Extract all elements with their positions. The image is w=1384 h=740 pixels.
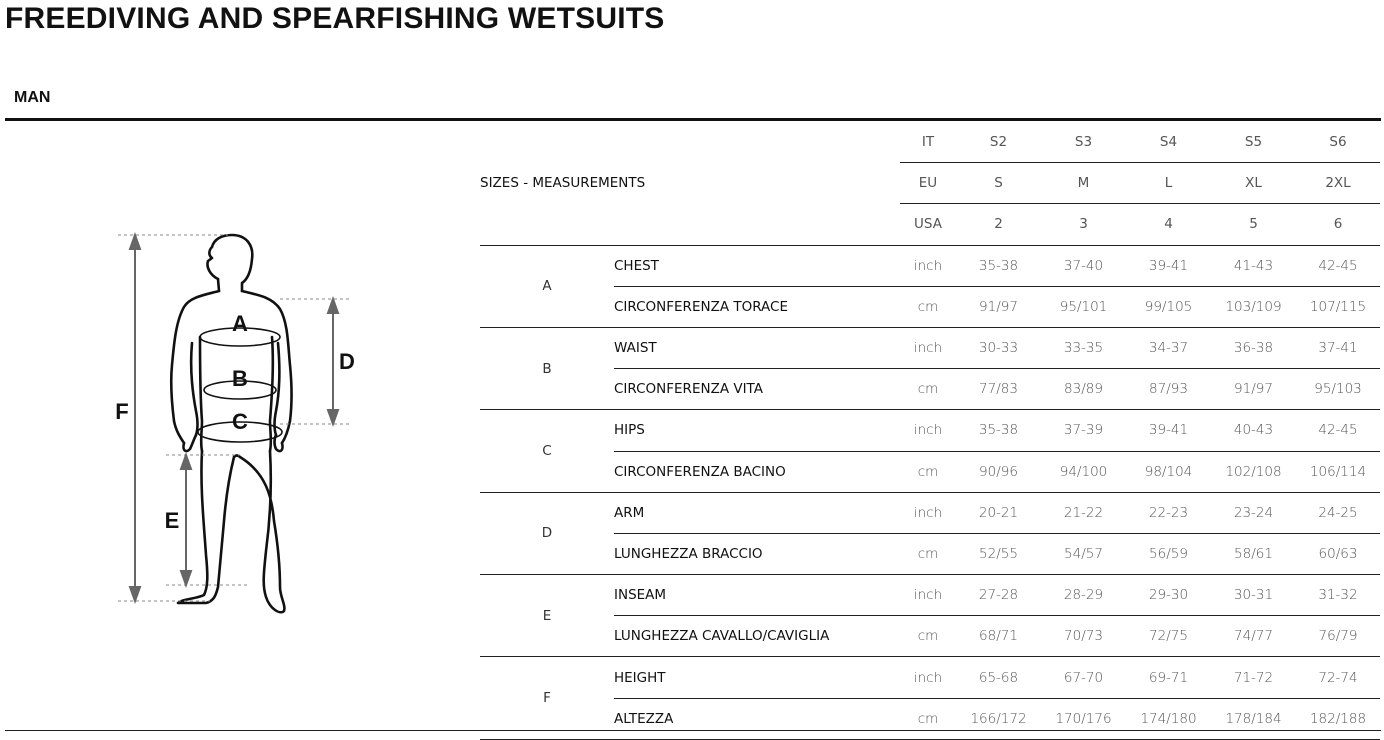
measurement-row — [480, 369, 1380, 410]
measurement-value: 178/184 — [1211, 698, 1296, 739]
measurement-label: LUNGHEZZA CAVALLO/CAVIGLIA — [614, 616, 900, 657]
measurement-letter: B — [480, 327, 614, 409]
figure-label-c: C — [232, 409, 248, 434]
size-header-cell: 2XL — [1296, 163, 1380, 204]
measurement-unit: inch — [900, 410, 956, 451]
figure-label-a: A — [232, 311, 248, 336]
measurement-unit: cm — [900, 369, 956, 410]
measurement-value: 90/96 — [956, 451, 1041, 492]
measurement-label: HIPS — [614, 410, 900, 451]
measurement-letter: F — [480, 657, 614, 739]
measurement-value: 23-24 — [1211, 492, 1296, 533]
size-header-cell: L — [1126, 163, 1211, 204]
measurement-value: 70/73 — [1041, 616, 1126, 657]
measurement-value: 28-29 — [1041, 575, 1126, 616]
measurement-value: 29-30 — [1126, 575, 1211, 616]
measurement-label: HEIGHT — [614, 657, 900, 698]
measurement-value: 56/59 — [1126, 533, 1211, 574]
size-header-cell: M — [1041, 163, 1126, 204]
measurement-value: 87/93 — [1126, 369, 1211, 410]
measurement-value: 94/100 — [1041, 451, 1126, 492]
measurement-value: 39-41 — [1126, 410, 1211, 451]
measurement-row — [480, 327, 1380, 368]
figure-label-e: E — [164, 508, 180, 533]
measurement-label: ALTEZZA — [614, 698, 900, 739]
measurement-unit: inch — [900, 327, 956, 368]
size-header-cell: S3 — [1041, 122, 1126, 163]
measurement-label: CIRCONFERENZA VITA — [614, 369, 900, 410]
measurement-row — [480, 657, 1380, 698]
measurement-value: 95/101 — [1041, 286, 1126, 327]
measurement-value: 37-40 — [1041, 245, 1126, 286]
measurement-value: 54/57 — [1041, 533, 1126, 574]
measurement-row — [480, 575, 1380, 616]
measurement-value: 34-37 — [1126, 327, 1211, 368]
size-header-cell: 6 — [1296, 204, 1380, 245]
measurement-label: LUNGHEZZA BRACCIO — [614, 533, 900, 574]
measurement-unit: cm — [900, 286, 956, 327]
measurement-row — [480, 533, 1380, 574]
measurement-value: 42-45 — [1296, 410, 1380, 451]
measurement-value: 24-25 — [1296, 492, 1380, 533]
measurement-label: WAIST — [614, 327, 900, 368]
measurement-value: 91/97 — [956, 286, 1041, 327]
size-header-cell: 5 — [1211, 204, 1296, 245]
measurement-row — [480, 616, 1380, 657]
measurement-label: CHEST — [614, 245, 900, 286]
measurement-value: 41-43 — [1211, 245, 1296, 286]
measurement-value: 42-45 — [1296, 245, 1380, 286]
measurement-row — [480, 492, 1380, 533]
measurement-row — [480, 286, 1380, 327]
measurement-unit: cm — [900, 533, 956, 574]
measurement-value: 77/83 — [956, 369, 1041, 410]
measurement-row — [480, 245, 1380, 286]
measurement-value: 166/172 — [956, 698, 1041, 739]
measurement-unit: cm — [900, 698, 956, 739]
measurement-value: 69-71 — [1126, 657, 1211, 698]
measurement-value: 91/97 — [1211, 369, 1296, 410]
measurement-value: 76/79 — [1296, 616, 1380, 657]
size-header-cell: S4 — [1126, 122, 1211, 163]
section-divider — [5, 118, 1381, 121]
measurement-value: 60/63 — [1296, 533, 1380, 574]
sizes-measurements-header: SIZES - MEASUREMENTS — [480, 122, 900, 245]
figure-label-b: B — [232, 366, 248, 391]
measurement-value: 21-22 — [1041, 492, 1126, 533]
figure-label-f: F — [115, 399, 129, 424]
measurement-value: 33-35 — [1041, 327, 1126, 368]
measurement-value: 31-32 — [1296, 575, 1380, 616]
size-header-cell: S — [956, 163, 1041, 204]
size-header-cell: 4 — [1126, 204, 1211, 245]
size-header-cell: 2 — [956, 204, 1041, 245]
measurement-value: 35-38 — [956, 410, 1041, 451]
measurement-letter: E — [480, 575, 614, 657]
measurement-value: 40-43 — [1211, 410, 1296, 451]
measurement-value: 95/103 — [1296, 369, 1380, 410]
bottom-divider — [5, 730, 1381, 731]
measurement-unit: cm — [900, 451, 956, 492]
measurement-row — [480, 451, 1380, 492]
measurement-value: 72-74 — [1296, 657, 1380, 698]
measurement-value: 71-72 — [1211, 657, 1296, 698]
measurement-value: 30-33 — [956, 327, 1041, 368]
size-chart-table — [480, 122, 1380, 740]
measurement-unit: inch — [900, 575, 956, 616]
measurement-value: 52/55 — [956, 533, 1041, 574]
measurement-value: 22-23 — [1126, 492, 1211, 533]
measurement-value: 170/176 — [1041, 698, 1126, 739]
measurement-value: 182/188 — [1296, 698, 1380, 739]
measurement-value: 37-41 — [1296, 327, 1380, 368]
size-header-cell: XL — [1211, 163, 1296, 204]
measurement-value: 174/180 — [1126, 698, 1211, 739]
figure-label-d: D — [339, 349, 355, 374]
measurement-value: 102/108 — [1211, 451, 1296, 492]
page-title: FREEDIVING AND SPEARFISHING WETSUITS — [5, 2, 665, 35]
size-header-cell: S5 — [1211, 122, 1296, 163]
measurement-value: 72/75 — [1126, 616, 1211, 657]
measurement-value: 39-41 — [1126, 245, 1211, 286]
measurement-value: 98/104 — [1126, 451, 1211, 492]
measurement-label: CIRCONFERENZA BACINO — [614, 451, 900, 492]
size-system-row — [480, 122, 1380, 163]
section-label: MAN — [14, 89, 51, 106]
measurement-value: 36-38 — [1211, 327, 1296, 368]
measurement-value: 65-68 — [956, 657, 1041, 698]
measurement-label: ARM — [614, 492, 900, 533]
body-measurement-figure — [100, 225, 370, 620]
size-header-cell: 3 — [1041, 204, 1126, 245]
measurement-label: CIRCONFERENZA TORACE — [614, 286, 900, 327]
size-system-label: USA — [900, 204, 956, 245]
measurement-unit: cm — [900, 616, 956, 657]
measurement-letter: D — [480, 492, 614, 574]
size-system-label: IT — [900, 122, 956, 163]
size-system-label: EU — [900, 163, 956, 204]
measurement-row — [480, 698, 1380, 739]
measurement-row — [480, 410, 1380, 451]
measurement-value: 58/61 — [1211, 533, 1296, 574]
size-header-cell: S6 — [1296, 122, 1380, 163]
measurement-value: 106/114 — [1296, 451, 1380, 492]
measurement-value: 74/77 — [1211, 616, 1296, 657]
measurement-letter: C — [480, 410, 614, 492]
measurement-value: 83/89 — [1041, 369, 1126, 410]
measurement-value: 99/105 — [1126, 286, 1211, 327]
measurement-value: 67-70 — [1041, 657, 1126, 698]
size-header-cell: S2 — [956, 122, 1041, 163]
measurement-label: INSEAM — [614, 575, 900, 616]
measurement-value: 27-28 — [956, 575, 1041, 616]
measurement-unit: inch — [900, 245, 956, 286]
measurement-letter: A — [480, 245, 614, 327]
measurement-value: 20-21 — [956, 492, 1041, 533]
measurement-value: 35-38 — [956, 245, 1041, 286]
measurement-unit: inch — [900, 657, 956, 698]
measurement-value: 37-39 — [1041, 410, 1126, 451]
measurement-value: 30-31 — [1211, 575, 1296, 616]
measurement-value: 103/109 — [1211, 286, 1296, 327]
measurement-value: 107/115 — [1296, 286, 1380, 327]
measurement-unit: inch — [900, 492, 956, 533]
measurement-value: 68/71 — [956, 616, 1041, 657]
